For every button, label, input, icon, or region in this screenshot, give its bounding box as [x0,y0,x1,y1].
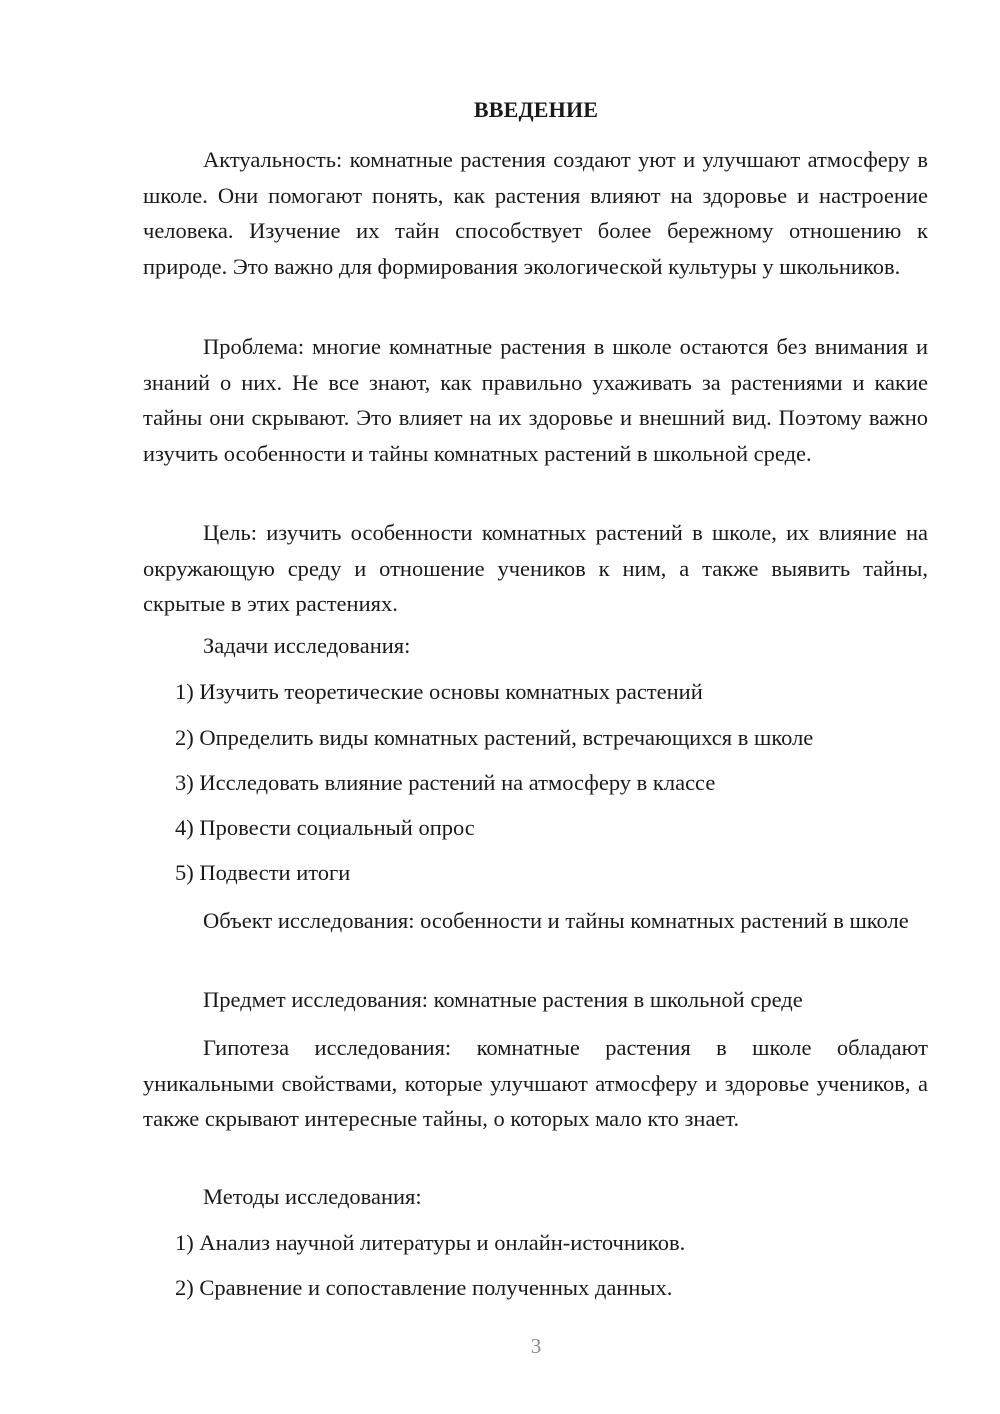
paragraph-object: Объект исследования: особенности и тайны комнатных растений в школе [203,908,909,933]
task-item: 2) Определить виды комнатных растений, встречающихся в школе [175,725,814,750]
method-item: 2) Сравнение и сопоставление полученных данных. [175,1275,673,1300]
task-item: 4) Провести социальный опрос [175,815,475,840]
paragraph-relevance: Актуальность: комнатные растения создают уют и улучшают атмосферу в школе. Они помогают понять, как растения влияют на здоровье и настроение человека. Изучение их тайн способствует более бережному отношению к природе. Это важно для формирования экологической культуры у школьников. [143,147,928,279]
section-heading: ВВЕДЕНИЕ [473,97,599,122]
method-item: 1) Анализ научной литературы и онлайн-источников. [175,1230,686,1255]
paragraph-subject: Предмет исследования: комнатные растения в школьной среде [203,987,803,1012]
tasks-label: Задачи исследования: [203,633,411,658]
paragraph-problem: Проблема: многие комнатные растения в школе остаются без внимания и знаний о них. Не все знают, как правильно ухаживать за растениями и какие тайны они скрывают. Это влияет на их здоровье и внешний вид. Поэтому важно изучить особенности и тайны комнатных растений в школьной среде. [143,334,928,466]
paragraph-goal: Цель: изучить особенности комнатных растений в школе, их влияние на окружающую среду и отношение учеников к ним, а также выявить тайны, скрытые в этих растениях. [143,520,928,616]
task-item: 3) Исследовать влияние растений на атмосферу в классе [175,770,716,795]
task-item: 1) Изучить теоретические основы комнатных растений [175,679,703,704]
methods-label: Методы исследования: [203,1184,422,1209]
task-item: 5) Подвести итоги [175,860,351,885]
page-number: 3 [530,1334,542,1358]
paragraph-hypothesis: Гипотеза исследования: комнатные растения в школе обладают уникальными свойствами, которые улучшают атмосферу и здоровье учеников, а также скрывают интересные тайны, о которых мало кто знает. [143,1035,928,1131]
